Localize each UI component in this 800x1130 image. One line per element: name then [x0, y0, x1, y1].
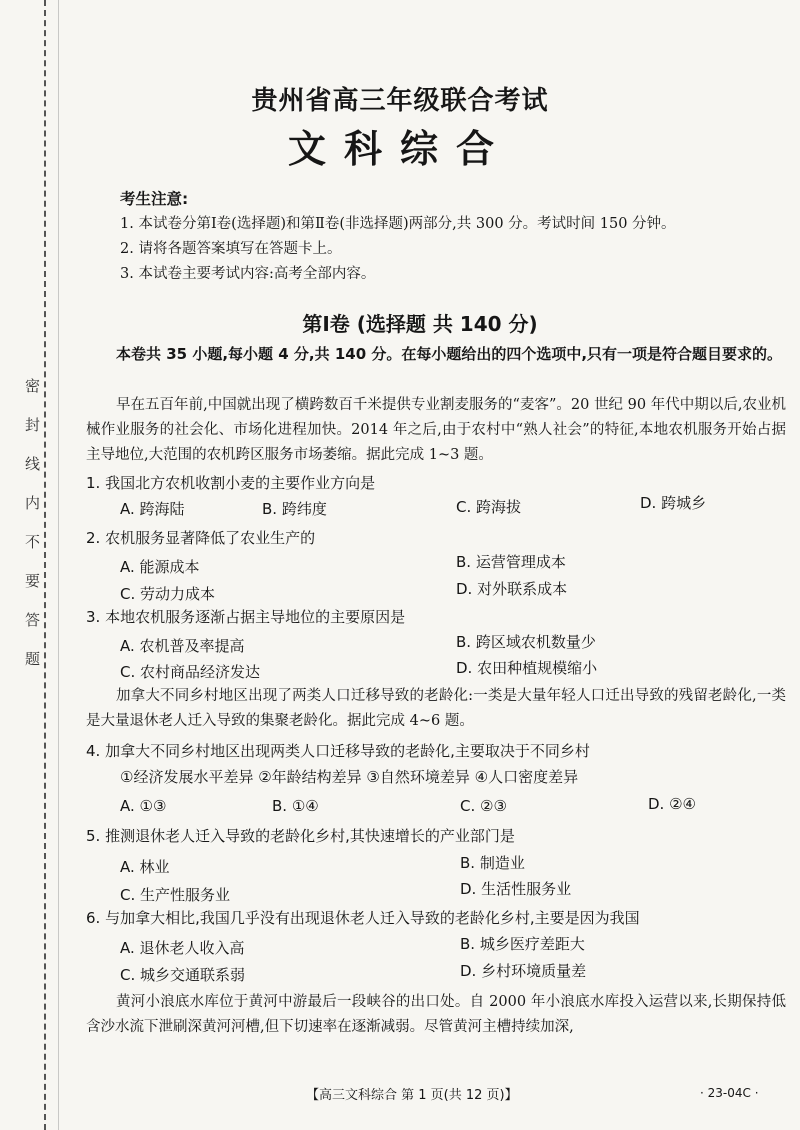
exam-subject: 文科综合 — [287, 127, 512, 171]
q1-option-d: D. 跨城乡 — [640, 494, 707, 512]
q5-option-b: B. 制造业 — [460, 854, 525, 872]
notice-heading: 考生注意: — [120, 190, 189, 208]
q1-option-a: A. 跨海陆 — [120, 500, 185, 518]
question-4-stem: 4. 加拿大不同乡村地区出现两类人口迁移导致的老龄化,主要取决于不同乡村 — [86, 742, 590, 760]
notice-item: 1. 本试卷分第Ⅰ卷(选择题)和第Ⅱ卷(非选择题)两部分,共 300 分。考试时间 150 分钟。 — [120, 216, 676, 232]
q3-option-d: D. 农田种植规模缩小 — [456, 659, 598, 677]
passage-1: 早在五百年前,中国就出现了横跨数百千米提供专业割麦服务的“麦客”。20 世纪 90 年代中期以后,农业机械作业服务的社会化、市场化进程加快。2014 年之后,由于农村中“熟人社会”的特征,本地农机服务开始占据主导地位,大范围的农机跨区服务市场萎缩。据此完成 1~3 题。 — [86, 397, 786, 463]
section-title: 第Ⅰ卷 (选择题 共 140 分) — [302, 312, 538, 336]
passage-2: 加拿大不同乡村地区出现了两类人口迁移导致的老龄化:一类是大量年轻人口迁出导致的残留老龄化,一类是大量退休老人迁入导致的集聚老龄化。据此完成 4~6 题。 — [86, 688, 786, 729]
exam-title: 贵州省高三年级联合考试 — [251, 86, 549, 116]
q3-option-c: C. 农村商品经济发达 — [120, 663, 261, 681]
q6-option-d: D. 乡村环境质量差 — [460, 962, 587, 980]
q6-option-b: B. 城乡医疗差距大 — [460, 935, 585, 953]
q1-option-b: B. 跨纬度 — [262, 500, 327, 518]
page-footer: 【高三文科综合 第 1 页(共 12 页)】 — [306, 1088, 518, 1103]
notice-item: 2. 请将各题答案填写在答题卡上。 — [120, 241, 342, 257]
q2-option-d: D. 对外联系成本 — [456, 580, 568, 598]
q4-option-c: C. ②③ — [460, 797, 507, 815]
q3-option-a: A. 农机普及率提高 — [120, 637, 245, 655]
q6-option-c: C. 城乡交通联系弱 — [120, 966, 246, 984]
q2-option-b: B. 运营管理成本 — [456, 553, 566, 571]
candidate-notice — [120, 187, 780, 287]
q3-option-b: B. 跨区域农机数量少 — [456, 633, 596, 651]
q1-option-c: C. 跨海拔 — [456, 498, 522, 516]
question-5-stem: 5. 推测退休老人迁入导致的老龄化乡村,其快速增长的产业部门是 — [86, 827, 515, 845]
seal-line-notice: 密封线内不要答题 — [23, 378, 41, 690]
q6-option-a: A. 退休老人收入高 — [120, 939, 245, 957]
question-3-stem: 3. 本地农机服务逐渐占据主导地位的主要原因是 — [86, 608, 406, 626]
passage-3: 黄河小浪底水库位于黄河中游最后一段峡谷的出口处。自 2000 年小浪底水库投入运营以来,长期保持低含沙水流下泄刷深黄河河槽,但下切速率在逐渐减弱。尽管黄河主槽持续加深, — [86, 994, 786, 1035]
q5-option-a: A. 林业 — [120, 858, 170, 876]
section-intro: 本卷共 35 小题,每小题 4 分,共 140 分。在每小题给出的四个选项中,只有一项是符合题目要求的。 — [116, 345, 783, 363]
q4-option-a: A. ①③ — [120, 797, 167, 815]
question-2-stem: 2. 农机服务显著降低了农业生产的 — [86, 529, 316, 547]
question-1-stem: 1. 我国北方农机收割小麦的主要作业方向是 — [86, 474, 376, 492]
question-6-stem: 6. 与加拿大相比,我国几乎没有出现退休老人迁入导致的老龄化乡村,主要是因为我国 — [86, 909, 640, 927]
q5-option-d: D. 生活性服务业 — [460, 880, 572, 898]
q5-option-c: C. 生产性服务业 — [120, 886, 231, 904]
q2-option-c: C. 劳动力成本 — [120, 585, 216, 603]
q4-statements: ①经济发展水平差异 ②年龄结构差异 ③自然环境差异 ④人口密度差异 — [120, 768, 579, 786]
notice-item: 3. 本试卷主要考试内容:高考全部内容。 — [120, 266, 376, 282]
q4-option-b: B. ①④ — [272, 797, 319, 815]
paper-code: · 23-04C · — [700, 1086, 759, 1100]
q4-option-d: D. ②④ — [648, 795, 696, 813]
q2-option-a: A. 能源成本 — [120, 558, 200, 576]
